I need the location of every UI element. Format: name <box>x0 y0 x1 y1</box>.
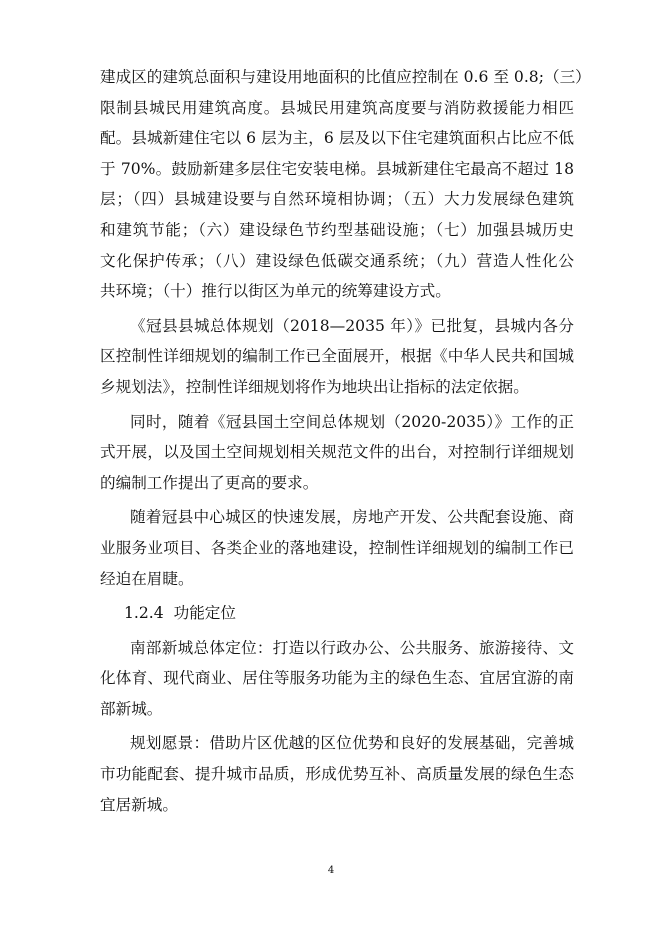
text-line: 宜居新城。 <box>100 795 178 814</box>
section-heading-line <box>124 598 574 629</box>
text-line: 建成区的建筑总面积与建设用地面积的比值应控制在 0.6 至 0.8;（三） <box>100 68 591 86</box>
text-line: 部新城。 <box>100 699 163 718</box>
text-line: 区控制性详细规划的编制工作已全面展开，根据《中华人民共和国城 <box>100 347 574 366</box>
text-line: 式开展，以及国土空间规划相关规范文件的出台，对控制行详细规划 <box>100 443 574 462</box>
document-body <box>100 62 591 820</box>
paragraph-vision <box>100 728 574 820</box>
section-heading <box>100 598 574 629</box>
paragraph-master-plan <box>100 311 574 403</box>
page-number: 4 <box>327 865 335 876</box>
text-line: 乡规划法》，控制性详细规划将作为地块出让指标的法定依据。 <box>100 377 529 396</box>
text-line: 文化保护传承；（八）建设绿色低碳交通系统；（九）营造人性化公 <box>100 251 574 270</box>
text-line: 业服务业项目、各类企业的落地建设，控制性详细规划的编制工作已 <box>100 538 574 557</box>
text-line: 限制县城民用建筑高度。县城民用建筑高度要与消防救援能力相匹 <box>100 98 574 117</box>
text-line: 的编制工作提出了更高的要求。 <box>100 473 319 492</box>
text-line: 南部新城总体定位：打造以行政办公、公共服务、旅游接待、文 <box>130 638 574 657</box>
paragraph-urgency <box>100 502 574 594</box>
text-line: 同时，随着《冠县国土空间总体规划（2020-2035）》工作的正 <box>130 412 574 431</box>
text-line: 化体育、现代商业、居住等服务功能为主的绿色生态、宜居宜游的南 <box>100 669 574 688</box>
paragraph-positioning <box>100 633 574 725</box>
text-line: 市功能配套、提升城市品质，形成优势互补、高质量发展的绿色生态 <box>100 765 574 784</box>
text-line: 经迫在眉睫。 <box>100 569 194 588</box>
section-number: 1.2.4 <box>124 604 164 623</box>
section-title: 功能定位 <box>173 604 236 623</box>
text-line: 《冠县县城总体规划（2018—2035 年）》已批复，县城内各分 <box>130 316 574 335</box>
paragraph-territorial-plan <box>100 407 574 499</box>
text-line: 层；（四）县城建设要与自然环境相协调；（五）大力发展绿色建筑 <box>100 190 574 209</box>
text-line: 配。县城新建住宅以 6 层为主，6 层及以下住宅建筑面积占比应不低 <box>100 129 574 148</box>
paragraph-building-requirements <box>100 62 591 307</box>
text-line: 规划愿景：借助片区优越的区位优势和良好的发展基础，完善城 <box>130 734 574 753</box>
text-line: 共环境；（十）推行以街区为单元的统筹建设方式。 <box>100 282 451 301</box>
text-line: 于 70%。鼓励新建多层住宅安装电梯。县城新建住宅最高不超过 18 <box>100 159 574 178</box>
text-line: 和建筑节能；（六）建设绿色节约型基础设施；（七）加强县城历史 <box>100 220 574 239</box>
text-line: 随着冠县中心城区的快速发展，房地产开发、公共配套设施、商 <box>130 508 574 527</box>
